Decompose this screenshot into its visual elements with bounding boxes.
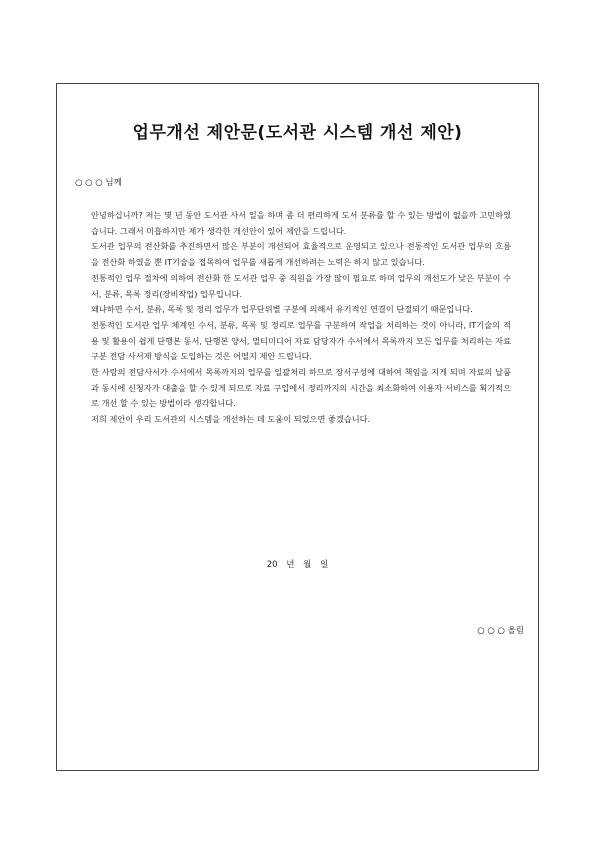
body-paragraph: 한 사람의 전담사서가 수서에서 목록까지의 업무를 일괄처리 하므로 장서구성에 대하여 책임을 지게 되며 자료의 납품과 동시에 신청자가 대출을 할 수 있게 되므로 자료 구입에서 정리까지의 시간을 최소화하여 이용자 서비스를 획기적으로 개선 할 수 있는 방법이라 생각합니다. <box>91 367 511 409</box>
body-paragraph: 저희 제안이 우리 도서관의 시스템을 개선하는 데 도움이 되었으면 좋겠습니다. <box>91 414 371 425</box>
recipient-line: ○ ○ ○ 님께 <box>75 178 122 188</box>
body-paragraph: 왜냐하면 수서, 분류, 목록 및 정리 업무가 업무단위별 구분에 의해서 유기적인 연결이 단절되기 때문입니다. <box>91 304 473 315</box>
document-title: 업무개선 제안문(도서관 시스템 개선 제안) <box>132 123 463 143</box>
signature-line: ○ ○ ○ 올림 <box>477 626 524 636</box>
document-body <box>91 208 511 428</box>
date-line: 20 년 월 일 <box>266 560 329 570</box>
body-paragraph: 전통적인 도서관 업무 체계인 수서, 분류, 목록 및 정리로 업무를 구분하여 작업을 처리하는 것이 아니라, IT기술의 적용 및 활용이 쉽게 단행본 동서, 단행본 양서, 멀티미디어 자료 담당자가 수서에서 목록까지 모든 업무를 처리하는 자료구분 전담 사서제 방식을 도입하는 것은 어떨지 제안 드립니다. <box>91 319 511 362</box>
document-page <box>56 83 539 771</box>
body-paragraph: 전통적인 업무 절차에 의하여 전산화 한 도서관 업무 중 직원을 가장 많이 필요로 하며 업무의 개선도가 낮은 부분이 수서, 분류, 목록 정리(장비작업) 업무입니다. <box>91 272 511 299</box>
body-paragraph: 도서관 업무의 전산화를 추진하면서 많은 부분이 개선되어 효율적으로 운영되고 있으나 전통적인 도서관 업무의 흐름을 전산화 하였을 뿐 IT기술을 접목하여 업무를 새롭게 개선하려는 노력은 하지 않고 있습니다. <box>91 241 511 268</box>
body-paragraph: 안녕하십니까? 저는 몇 년 동안 도서관 사서 일을 하며 좀 더 편리하게 도서 분류를 할 수 있는 방법이 없을까 고민하였습니다. 그래서 미흡하지만 제가 생각한 개선안이 있어 제안을 드립니다. <box>91 210 511 236</box>
